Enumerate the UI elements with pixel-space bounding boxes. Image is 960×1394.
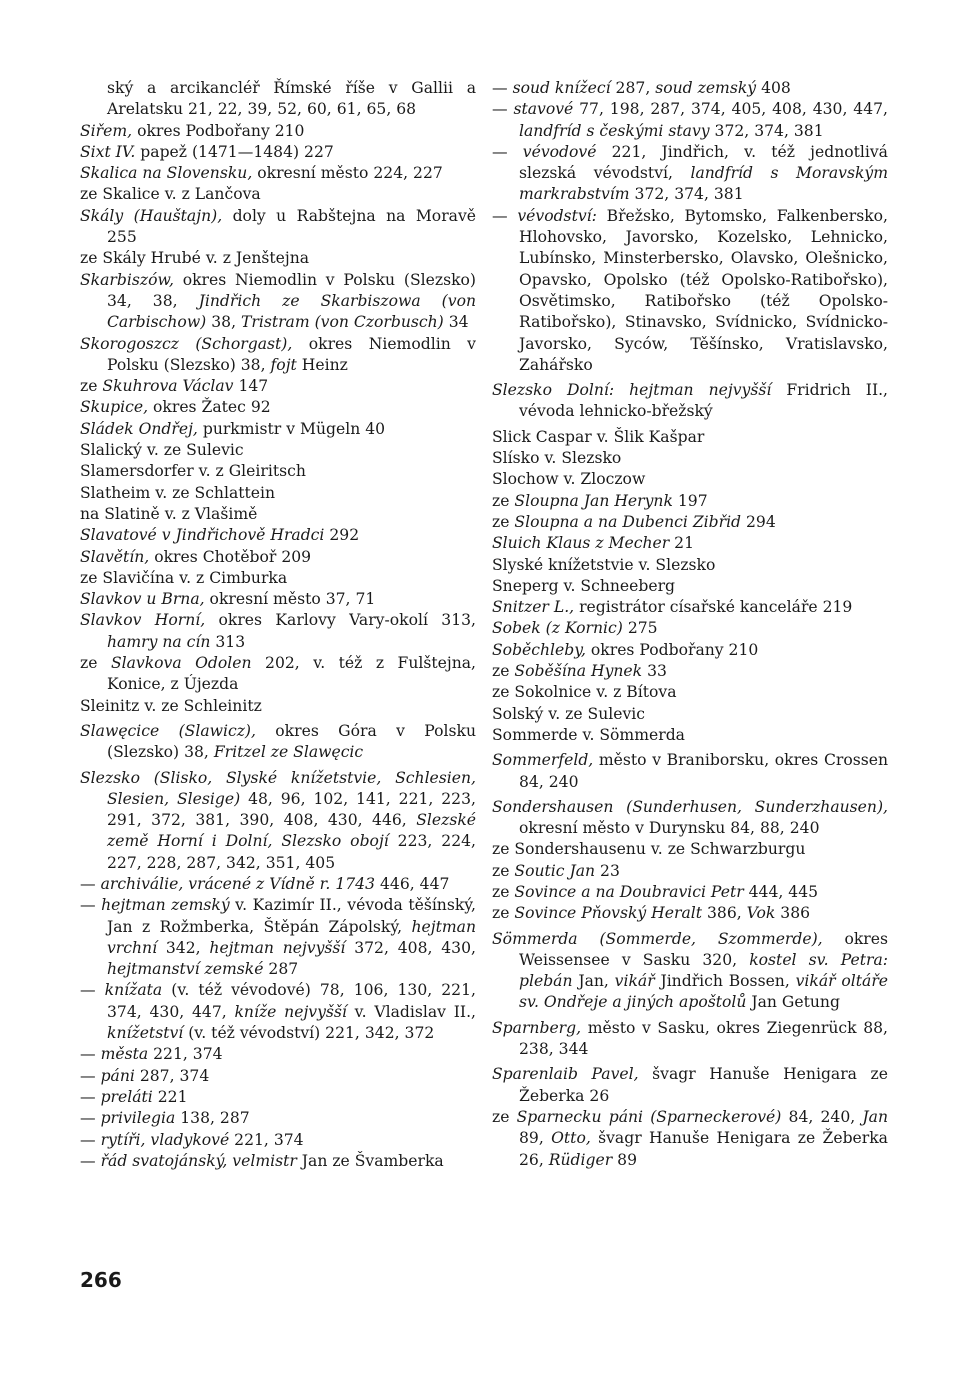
index-entry: Sluich Klaus z Mecher 21 xyxy=(492,534,695,553)
index-entry: Sparenlaib Pavel, švagr Hanuše Henigara ze Žeberka 26 xyxy=(492,1065,888,1105)
index-entry: ze Sovince Pňovský Heralt 386, Vok 386 xyxy=(492,904,811,923)
index-entry: Sömmerda (Sommerde, Szommerde), okres Weissensee v Sasku 320, kostel sv. Petra: plebán Jan, vikář Jindřich Bossen, vikář oltáře sv. Ondřeje a jiných apoštolů Jan Getung xyxy=(492,929,888,1012)
index-entry: ský a arcikancléř Římské říše v Gallii a Arelatsku 21, 22, 39, 52, 60, 61, 65, 68 xyxy=(107,79,476,119)
index-entry: ze Soutic Jan 23 xyxy=(492,861,620,880)
index-entry: Skupice, okres Žatec 92 xyxy=(80,398,271,417)
index-entry: Sondershausen (Sunderhusen, Sunderzhausen), okresní město v Durynsku 84, 88, 240 xyxy=(492,797,888,838)
index-entry: — řád svatojánský, velmistr Jan ze Švamberka xyxy=(80,1151,444,1170)
index-entry: Slyské knížetstvie v. Slezsko xyxy=(492,555,716,574)
index-entry: ze Skuhrova Václav 147 xyxy=(80,377,269,396)
index-entry: Soběchleby, okres Podbořany 210 xyxy=(492,640,759,659)
index-entry: Snitzer L., registrátor císařské kanceláře 219 xyxy=(492,598,853,617)
index-entry: Sobek (z Kornic) 275 xyxy=(492,619,658,638)
index-entry: Slezsko Dolní: hejtman nejvyšší Fridrich II., vévoda lehnicko-břežský xyxy=(492,381,889,421)
index-entry: ze Sokolnice v. z Bítova xyxy=(492,683,677,702)
index-entry: Slavatové v Jindřichově Hradci 292 xyxy=(80,526,360,545)
index-entry: Sneperg v. Schneeberg xyxy=(492,576,676,595)
index-entry: Sleinitz v. ze Schleinitz xyxy=(80,696,262,715)
index-entry: — knížata (v. též vévodové) 78, 106, 130, 221, 374, 430, 447, kníže nejvyšší v. Vladislav II., knížetství (v. též vévodství) 221, 342, 372 xyxy=(80,981,476,1043)
index-entry: Skarbiszów, okres Niemodlin v Polsku (Slezsko) 34, 38, Jindřich ze Skarbiszowa (von Carbischow) 38, Tristram (von Czorbusch) 34 xyxy=(80,270,476,332)
page-number: 266 xyxy=(80,1268,122,1292)
index-entry: Siřem, okres Podbořany 210 xyxy=(80,121,305,140)
index-entry: Slatheim v. ze Schlattein xyxy=(80,483,276,502)
index-entry: Sixt IV. papež (1471—1484) 227 xyxy=(80,142,334,161)
index-entry: ze Skály Hrubé v. z Jenštejna xyxy=(80,249,310,268)
index-entry: Slawęcice (Slawicz), okres Góra v Polsku (Slezsko) 38, Fritzel ze Slawęcic xyxy=(80,721,476,762)
index-entry: Sommerde v. Sömmerda xyxy=(492,725,685,744)
index-entry: ze Slavkova Odolen 202, v. též z Fulštejna, Konice, z Újezda xyxy=(80,654,477,694)
index-entry: Skalica na Slovensku, okresní město 224, 227 xyxy=(80,164,443,183)
index-entry: — soud knížecí 287, soud zemský 408 xyxy=(492,79,791,97)
index-column-left xyxy=(80,78,476,1172)
index-entry: ze Sloupna a na Dubenci Zibřid 294 xyxy=(492,512,776,531)
index-entry: ze Skalice v. z Lančova xyxy=(80,185,261,204)
index-entry: — stavové 77, 198, 287, 374, 405, 408, 430, 447, landfríd s českými stavy 372, 374, 381 xyxy=(492,100,889,140)
index-entry: — rytíři, vladykové 221, 374 xyxy=(80,1130,304,1149)
index-entry: ze Soběšína Hynek 33 xyxy=(492,662,667,681)
index-entry: ze Sondershausenu v. ze Schwarzburgu xyxy=(492,840,806,859)
index-entry: Solský v. ze Sulevic xyxy=(492,704,646,723)
index-entry: Sparnberg, město v Sasku, okres Ziegenrück 88, 238, 344 xyxy=(492,1018,888,1059)
index-entry: Sommerfeld, město v Braniborsku, okres Crossen 84, 240 xyxy=(492,751,888,791)
index-entry: Slísko v. Slezsko xyxy=(492,449,622,468)
index-entry: — vévodství: Břežsko, Bytomsko, Falkenbersko, Hlohovsko, Javorsko, Kozelsko, Lehnicko, Lubínsko, Minsterbersko, Olavsko, Olešnicko, Opavsko, Opolsko (též Opolsko-Ratibořsko), Osvětimsko, Ratibořsko (též Opolsko-Ratibořsko), Stinavsko, Svídnicko, Svídnicko-Javorsko, Syców, Těšínsko, Vratislavsko, Zahářsko xyxy=(492,206,888,374)
index-entry: — hejtman zemský v. Kazimír II., vévoda těšínský, Jan z Rožmberka, Štěpán Zápolský, hejtman vrchní 342, hejtman nejvyšší 372, 408, 430, hejtmanství zemské 287 xyxy=(80,896,477,979)
index-entry: — páni 287, 374 xyxy=(80,1066,210,1085)
index-entry: Slick Caspar v. Šlik Kašpar xyxy=(492,427,705,446)
index-entry: na Slatině v. z Vlašimě xyxy=(80,504,258,523)
index-entry: Slezsko (Slisko, Slyské knížetstvie, Schlesien, Slesien, Slesige) 48, 96, 102, 141, 221, 223, 291, 372, 381, 390, 408, 430, 446, Slezské země Horní i Dolní, Slezsko obojí 223, 224, 227, 228, 287, 342, 351, 405 xyxy=(80,768,477,872)
index-entry: Skorogoszcz (Schorgast), okres Niemodlin v Polsku (Slezsko) 38, fojt Heinz xyxy=(80,334,476,374)
index-entry: Slochow v. Zloczow xyxy=(492,470,646,489)
index-entry: Slalický v. ze Sulevic xyxy=(80,441,244,460)
index-entry: Skály (Hauštajn), doly u Rabštejna na Moravě 255 xyxy=(80,206,476,247)
index-entry: — města 221, 374 xyxy=(80,1045,223,1064)
index-entry: — vévodové 221, Jindřich, v. též jednotlivá slezská vévodství, landfríd s Moravským markrabstvím 372, 374, 381 xyxy=(492,142,889,204)
index-column-right xyxy=(492,78,888,1171)
index-entry: Sládek Ondřej, purkmistr v Mügeln 40 xyxy=(80,419,386,438)
index-entry: ze Slavičína v. z Cimburka xyxy=(80,568,288,587)
index-entry: — privilegia 138, 287 xyxy=(80,1109,250,1128)
index-entry: — archiválie, vrácené z Vídně r. 1743 446, 447 xyxy=(80,874,450,893)
index-entry: — preláti 221 xyxy=(80,1087,188,1106)
index-entry: ze Sloupna Jan Herynk 197 xyxy=(492,491,708,510)
index-entry: Slamersdorfer v. z Gleiritsch xyxy=(80,462,306,481)
index-entry: Slavkov u Brna, okresní město 37, 71 xyxy=(80,590,376,609)
index-entry: Slavětín, okres Chotěboř 209 xyxy=(80,547,312,566)
index-entry: ze Sparnecku páni (Sparneckerové) 84, 240, Jan 89, Otto, švagr Hanuše Henigara ze Žeberka 26, Rüdiger 89 xyxy=(492,1107,888,1169)
index-entry: ze Sovince a na Doubravici Petr 444, 445 xyxy=(492,882,819,901)
index-entry: Slavkov Horní, okres Karlovy Vary-okolí 313, hamry na cín 313 xyxy=(80,611,476,651)
